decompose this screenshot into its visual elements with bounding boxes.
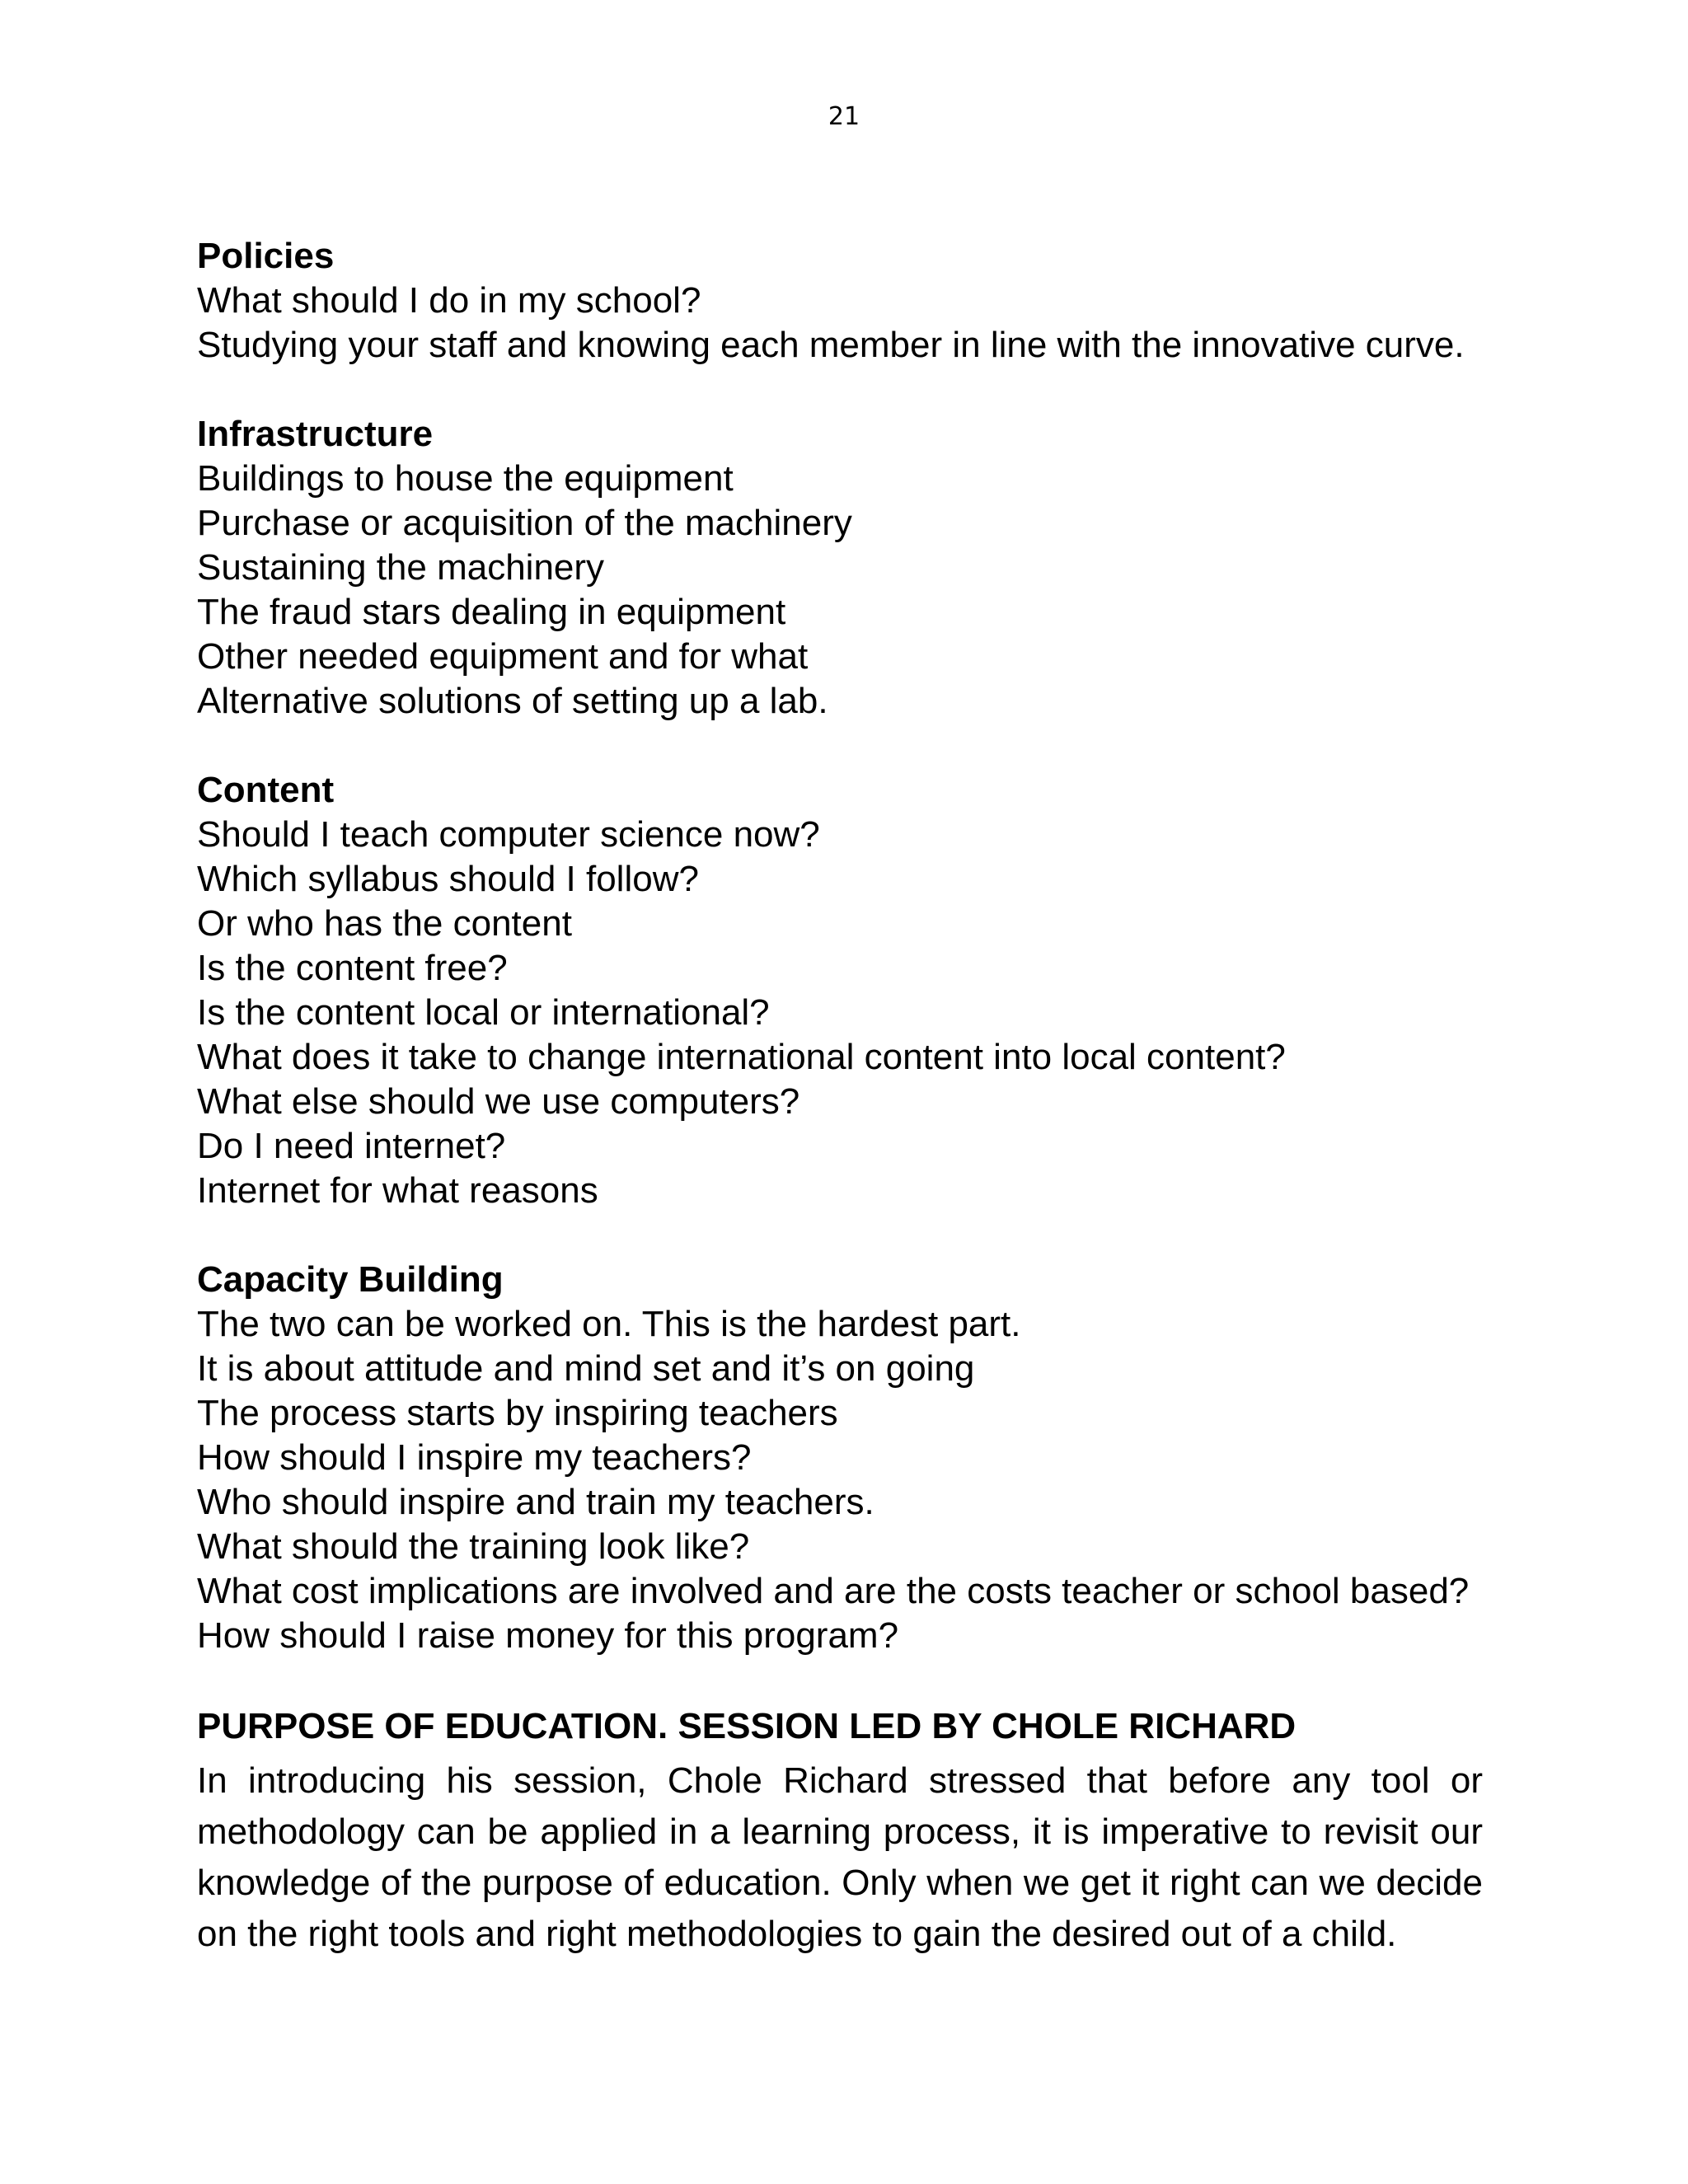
section-line: Is the content free? xyxy=(197,948,508,988)
section-heading: Infrastructure xyxy=(197,414,434,454)
section-line: Which syllabus should I follow? xyxy=(197,859,699,899)
section-line: Studying your staff and knowing each member in line with the innovative curve. xyxy=(197,325,1465,365)
section-line: How should I raise money for this program? xyxy=(197,1615,899,1656)
section-heading: Content xyxy=(197,770,335,810)
section-line: The fraud stars dealing in equipment xyxy=(197,592,786,632)
purpose-paragraph: In introducing his session, Chole Richard stressed that before any tool or methodology can be applied in a learning process, it is imperative to revisit our knowledge of the purpose of education. Only when we get it right can we decide on the right tools and right methodologies to gain the desired out of a child. xyxy=(197,1760,1483,1954)
section-line: Sustaining the machinery xyxy=(197,547,605,588)
section-line: What does it take to change international content into local content? xyxy=(197,1037,1286,1077)
section-line: Purchase or acquisition of the machinery xyxy=(197,503,852,543)
section-line: What cost implications are involved and are the costs teacher or school based? xyxy=(197,1571,1470,1611)
section-line: Internet for what reasons xyxy=(197,1170,598,1211)
section-line: It is about attitude and mind set and it’s on going xyxy=(197,1348,975,1389)
section-line: The two can be worked on. This is the hardest part. xyxy=(197,1304,1021,1344)
section-line: Alternative solutions of setting up a lab. xyxy=(197,681,828,721)
section-line: How should I inspire my teachers? xyxy=(197,1437,752,1478)
document-body xyxy=(197,234,1483,1960)
section-line: Should I teach computer science now? xyxy=(197,814,820,855)
section-line: Other needed equipment and for what xyxy=(197,636,809,677)
section-line: The process starts by inspiring teachers xyxy=(197,1393,838,1433)
section-line: Is the content local or international? xyxy=(197,992,770,1033)
section-line: Who should inspire and train my teachers. xyxy=(197,1482,874,1522)
section-purpose-of-education xyxy=(197,1703,1483,1960)
section-line: What should the training look like? xyxy=(197,1526,750,1567)
section-policies xyxy=(197,234,1483,368)
page-number: 21 xyxy=(828,102,860,131)
section-line: What else should we use computers? xyxy=(197,1081,800,1122)
section-line: Do I need internet? xyxy=(197,1126,506,1166)
section-heading: Capacity Building xyxy=(197,1259,504,1300)
section-capacity-building xyxy=(197,1258,1483,1658)
section-content xyxy=(197,768,1483,1213)
purpose-heading: PURPOSE OF EDUCATION. SESSION LED BY CHOLE RICHARD xyxy=(197,1706,1296,1746)
section-line: Buildings to house the equipment xyxy=(197,458,734,499)
section-line: What should I do in my school? xyxy=(197,280,701,321)
section-infrastructure xyxy=(197,412,1483,724)
section-heading: Policies xyxy=(197,236,335,276)
section-line: Or who has the content xyxy=(197,903,572,944)
